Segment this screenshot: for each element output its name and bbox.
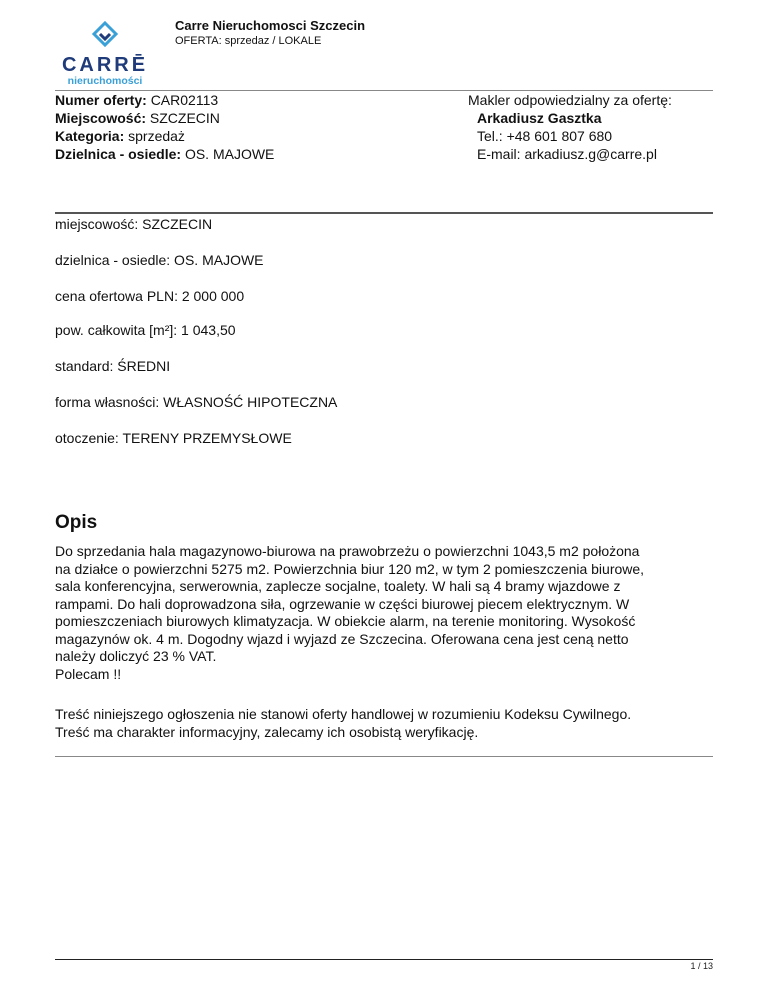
page-number: 1 / 13 — [690, 961, 713, 971]
agent-title: Makler odpowiedzialny za ofertę: — [468, 92, 672, 108]
disclaimer — [55, 706, 720, 741]
agent-name: Arkadiusz Gasztka — [477, 110, 602, 126]
param-district: dzielnica - osiedle: OS. MAJOWE — [55, 252, 264, 268]
logo-subtitle: nieruchomości — [67, 75, 143, 87]
agent-phone[interactable]: Tel.: +48 601 807 680 — [477, 128, 613, 144]
param-surroundings: otoczenie: TERENY PRZEMYSŁOWE — [55, 430, 292, 446]
offer-number-label: Numer oferty: — [55, 92, 147, 108]
district-value: OS. MAJOWE — [184, 146, 275, 162]
city-value: SZCZECIN — [149, 110, 220, 126]
district-label: Dzielnica - osiedle: — [55, 146, 182, 162]
description-line: rampami. Do hali doprowadzona siła, ogrzewanie w części biurowej piecem elektrycznym. W — [55, 595, 630, 612]
param-standard: standard: ŚREDNI — [55, 358, 171, 374]
diamond-logo-icon — [94, 23, 116, 45]
logo-brand-text: CARRĒ — [61, 54, 149, 76]
category-row — [55, 127, 185, 145]
description-divider — [55, 756, 713, 757]
description-line: należy doliczyć 23 % VAT. — [55, 648, 217, 664]
description-line: na działce o powierzchni 5275 m2. Powierzchnia biur 120 m2, w tym 2 pomieszczenia biurowe, — [55, 560, 645, 577]
description-line: sala konferencyjna, serwerownia, zaplecze socjalne, toalety. W hali są 4 bramy wjazdowe z — [55, 578, 621, 594]
description-title: Opis — [55, 512, 98, 533]
company-name: Carre Nieruchomosci Szczecin — [175, 18, 366, 33]
disclaimer-line: Treść ma charakter informacyjny, zalecamy ich osobistą weryfikację. — [55, 723, 479, 740]
footer-divider — [55, 959, 713, 960]
details-divider — [55, 212, 713, 214]
city-row — [55, 109, 220, 127]
agent-email[interactable]: E-mail: arkadiusz.g@carre.pl — [477, 146, 657, 162]
param-price: cena ofertowa PLN: 2 000 000 — [55, 288, 245, 304]
category-label: Kategoria: — [55, 128, 125, 144]
description-line: magazynów ok. 4 m. Dogodny wjazd i wyjazd ze Szczecina. Oferowana cena jest ceną netto — [55, 630, 629, 647]
district-row — [55, 145, 274, 163]
city-label: Miejscowość: — [55, 110, 147, 126]
param-area: pow. całkowita [m²]: 1 043,50 — [55, 322, 236, 338]
offer-type-line: OFERTA: sprzedaz / LOKALE — [175, 35, 322, 47]
offer-number-row — [55, 91, 218, 109]
description-line: Do sprzedania hala magazynowo-biurowa na prawobrzeżu o powierzchni 1043,5 m2 położona — [55, 543, 640, 559]
category-value: sprzedaż — [128, 128, 185, 144]
description-body — [55, 543, 720, 683]
param-ownership: forma własności: WŁASNOŚĆ HIPOTECZNA — [55, 394, 338, 410]
description-line: Polecam !! — [55, 665, 122, 682]
description-line: pomieszczeniach biurowych klimatyzacja. W obiekcie alarm, na terenie monitoring. Wysokość — [55, 613, 636, 629]
disclaimer-line: Treść niniejszego ogłoszenia nie stanowi oferty handlowej w rozumieniu Kodeksu Cywilnego. — [55, 706, 632, 722]
offer-number-value: CAR02113 — [150, 92, 219, 108]
param-city: miejscowość: SZCZECIN — [55, 216, 213, 232]
